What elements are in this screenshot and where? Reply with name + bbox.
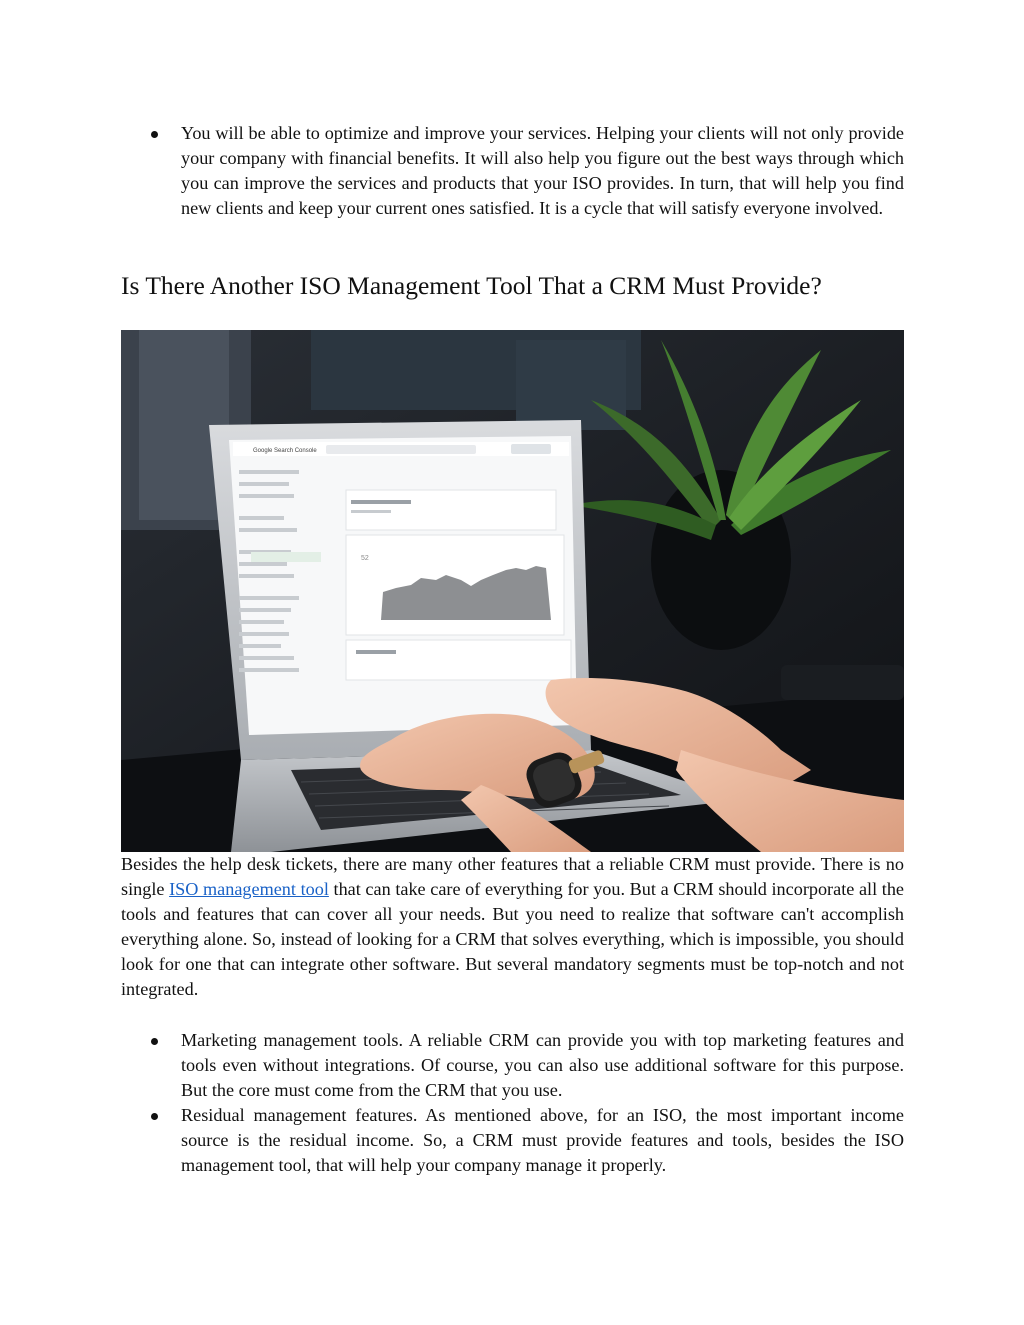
bullet-icon: [151, 1038, 158, 1045]
screen-chart-value: 52: [361, 555, 369, 562]
paragraph-text-start: Besides the help desk tickets, there are many other features that a reliable CRM must provide. There is no single: [121, 854, 904, 899]
bullet-list-bottom: [121, 1028, 904, 1178]
bullet-icon: [151, 131, 158, 138]
body-paragraph: [121, 852, 904, 1002]
list-item: [121, 1103, 904, 1178]
laptop-photo: [121, 330, 904, 852]
list-item-text: Residual management features. As mentioned above, for an ISO, the most important income source is the residual income. So, a CRM must provide features and tools, besides the ISO management tool, that will help your company manage it properly.: [181, 1105, 904, 1175]
paragraph-text-end: that can take care of everything for you. But a CRM should incorporate all the tools and features that can cover all your needs. But you need to realize that software can't accomplish everything alone. So, instead of looking for a CRM that solves everything, which is impossible, you should look for one that can integrate other software. But several mandatory segments must be top-notch and not integrated.: [121, 879, 904, 999]
list-item-text: Marketing management tools. A reliable CRM can provide you with top marketing features and tools even without integrations. Of course, you can also use additional software for this purpose. But the core must come from the CRM that you use.: [181, 1030, 904, 1100]
section-heading: Is There Another ISO Management Tool That a CRM Must Provide?: [121, 271, 822, 300]
bullet-icon: [151, 1113, 158, 1120]
bullet-list-top: [121, 121, 904, 221]
iso-management-tool-link[interactable]: ISO management tool: [169, 879, 329, 899]
list-item: [121, 121, 904, 221]
screen-app-title: Google Search Console: [253, 448, 317, 454]
list-item: [121, 1028, 904, 1103]
list-item-text: You will be able to optimize and improve your services. Helping your clients will not only provide your company with financial benefits. It will also help you figure out the best ways through which you can improve the services and products that your ISO provides. In turn, that will help you find new clients and keep your current ones satisfied. It is a cycle that will satisfy everyone involved.: [181, 123, 904, 218]
